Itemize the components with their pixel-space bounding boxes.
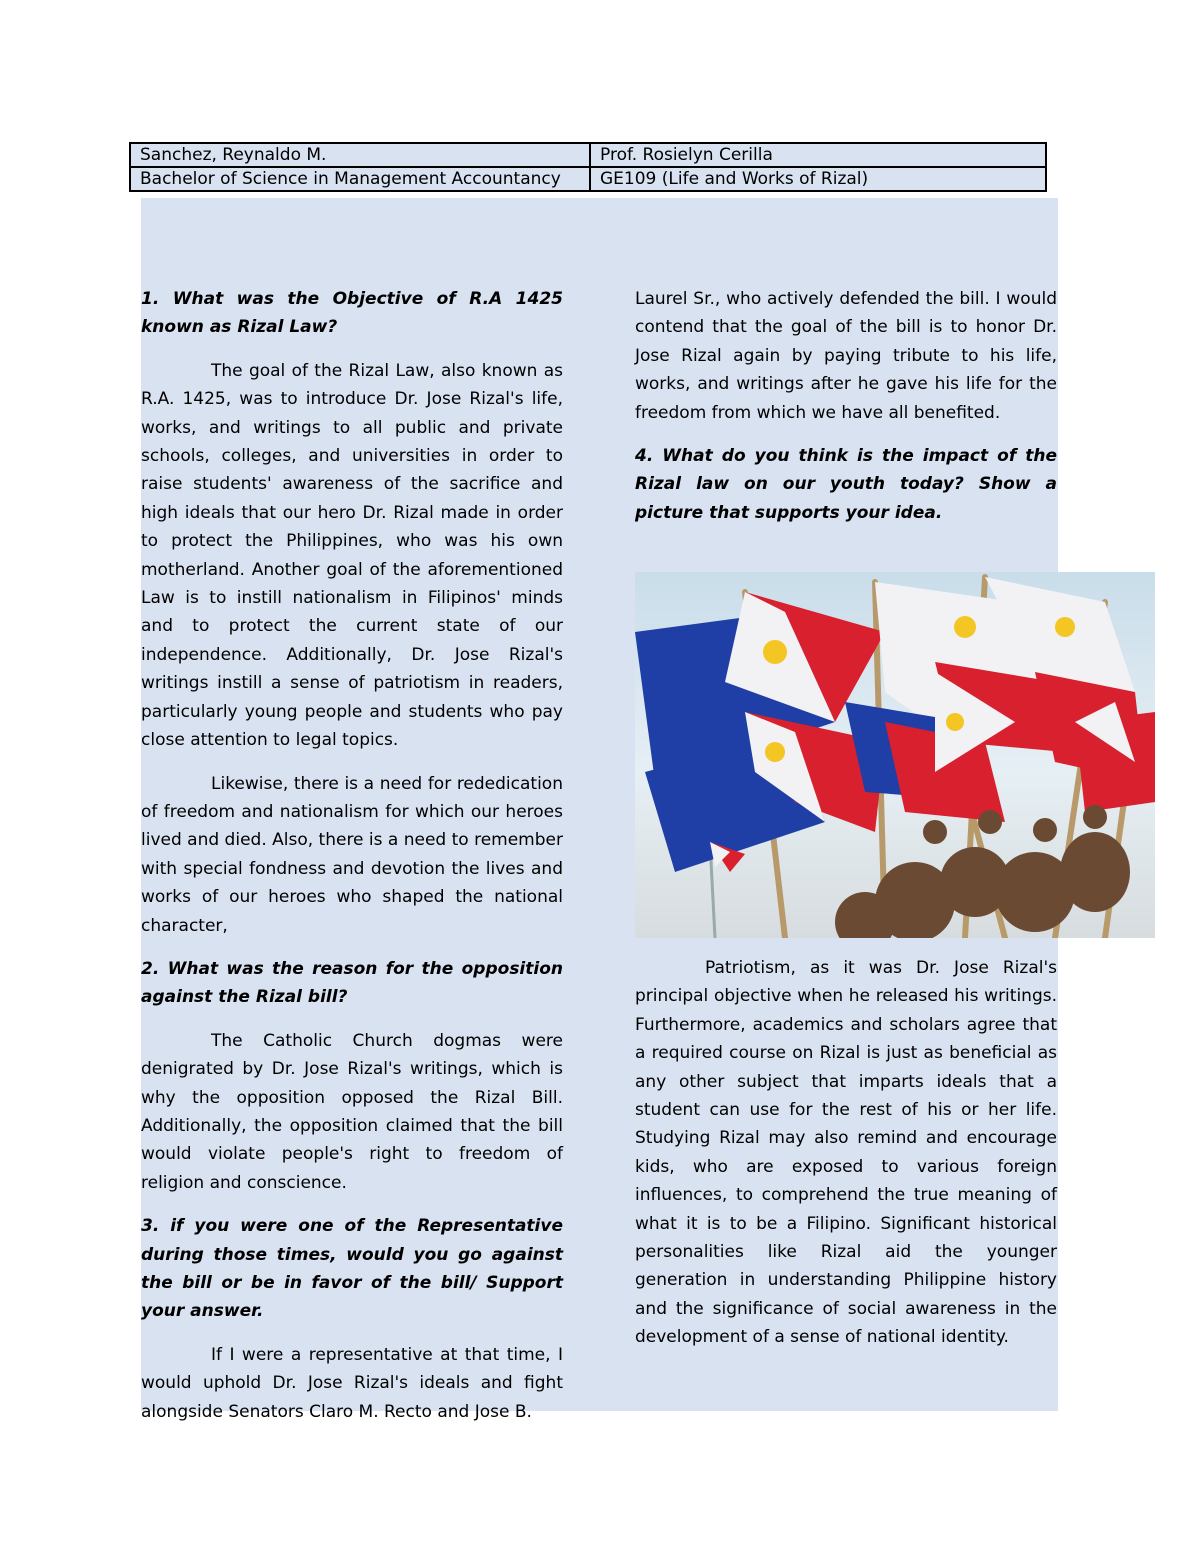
student-info-table [129, 142, 1047, 192]
course-name: GE109 (Life and Works of Rizal) [590, 167, 1046, 191]
left-column [141, 285, 563, 1441]
answer-1-paragraph-1: The goal of the Rizal Law, also known as R.A. 1425, was to introduce Dr. Jose Rizal's life, works, and writings to all public and private schools, colleges, and universities in order to raise students' awareness of the sacrifice and high ideals that our hero Dr. Rizal made in order to protect the Philippines, who was his own motherland. Another goal of the aforementioned Law is to instill nationalism in Filipinos' minds and to protect the current state of our independence. Additionally, Dr. Jose Rizal's writings instill a sense of patriotism in readers, particularly young people and students who pay close attention to legal topics. [141, 360, 563, 751]
answer-2: The Catholic Church dogmas were denigrated by Dr. Jose Rizal's writings, which is why the opposition opposed the Rizal Bill. Additionally, the opposition claimed that the bill would violate people's right to freedom of religion and conscience. [141, 1030, 563, 1193]
answer-1-paragraph-2: Likewise, there is a need for rededication of freedom and nationalism for which our heroes lived and died. Also, there is a need to remember with special fondness and devotion the lives and works of our heroes who shaped the national character, [141, 773, 563, 936]
answer-3-part-1: If I were a representative at that time, I would uphold Dr. Jose Rizal's ideals and fight alongside Senators Claro M. Recto and Jose B. [141, 1344, 563, 1422]
philippine-flags-photo [635, 572, 1155, 938]
question-4: 4. What do you think is the impact of the Rizal law on our youth today? Show a picture that supports your idea. [635, 446, 1057, 523]
program-name: Bachelor of Science in Management Accountancy [130, 167, 590, 191]
student-info-row-2 [130, 167, 1046, 191]
student-name: Sanchez, Reynaldo M. [130, 143, 590, 167]
right-column-lower [635, 954, 1057, 1367]
question-2: 2. What was the reason for the opposition against the Rizal bill? [141, 958, 563, 1008]
answer-4: Patriotism, as it was Dr. Jose Rizal's principal objective when he released his writings. Furthermore, academics and scholars agree that a required course on Rizal is just as beneficial as any other subject that imparts ideals that a student can use for the rest of his or her life. Studying Rizal may also remind and encourage kids, who are exposed to various foreign influences, to comprehend the true meaning of what it is to be a Filipino. Significant historical personalities like Rizal aid the younger generation in understanding Philippine history and the significance of social awareness in the development of a sense of national identity. [635, 958, 1057, 1348]
student-info-row-1 [130, 143, 1046, 167]
flag-6 [1075, 702, 1155, 812]
question-3: 3. if you were one of the Representative during those times, would you go against the bill or be in favor of the bill/ Support your answer. [141, 1216, 563, 1322]
answer-3-part-2: Laurel Sr., who actively defended the bill. I would contend that the goal of the bill is to honor Dr. Jose Rizal again by paying tribute to his life, works, and writings after he gave his life for the freedom from which we have all benefited. [635, 289, 1057, 423]
right-column [635, 285, 1057, 542]
professor-name: Prof. Rosielyn Cerilla [590, 143, 1046, 167]
question-1: 1. What was the Objective of R.A 1425 known as Rizal Law? [141, 289, 563, 338]
